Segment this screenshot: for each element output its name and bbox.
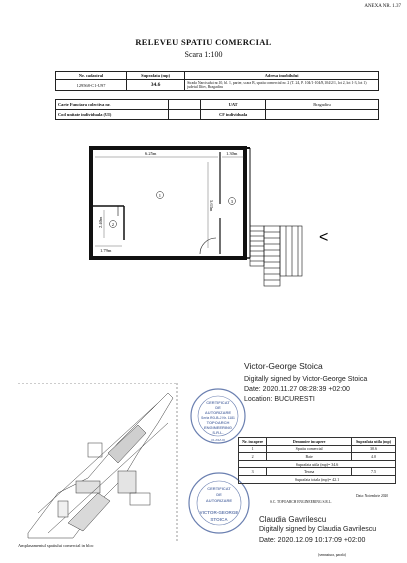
svg-text:S.R.L.: S.R.L.: [212, 430, 224, 435]
rt-header-name: Denumire incapere: [267, 438, 352, 446]
header-cadastral: Nr. cadastral: [56, 72, 127, 80]
uat-value: Bragadiru: [265, 100, 378, 110]
annex-number: ANEXA NR. 1.37: [364, 4, 401, 9]
rt-header-nr: Nr. incapere: [239, 438, 267, 446]
svg-text:Seria RO-B-J Nr. 1181: Seria RO-B-J Nr. 1181: [201, 416, 235, 420]
location-sketch: [18, 383, 178, 541]
dim-bath-width: 1.79m: [100, 248, 112, 253]
table-row: 3 Terasa 7.5: [239, 468, 396, 476]
rt-header-area: Suprafata utila (mp): [352, 438, 396, 446]
table-row: 1 Spatiu comercial 30.6: [239, 445, 396, 453]
signer-1-location: Location: BUCURESTI: [244, 396, 315, 403]
table-row: Suprafata totala (mp)= 42.1: [239, 475, 396, 483]
dim-width: 6.25m: [145, 151, 157, 156]
header-area: Suprafata (mp): [127, 72, 185, 80]
table-row: 2 Baie 4.0: [239, 453, 396, 461]
registry-table: [55, 99, 379, 120]
signer-2-line1: Digitally signed by Claudia Gavrilescu: [259, 526, 377, 533]
signature-note: (semnatura, parafa): [318, 553, 346, 557]
svg-text:ENGINEERING: ENGINEERING: [203, 425, 233, 430]
area-value: 34.6: [127, 80, 185, 91]
signer-2-date: Date: 2020.12.09 10:17:09 +02:00: [259, 537, 366, 544]
outer-wall: [91, 148, 245, 258]
dim-terrace-width: 1.30m: [226, 151, 238, 156]
svg-text:AUTORIZARE: AUTORIZARE: [205, 498, 233, 503]
address-value: Strada Narcisului nr.10, bl. 1, parter, scara B, spatiu comercial nr. 2 (T. 24, P. 104/1-104/8,104/2/1, lot 2, lot 1-3, lot 1) judetul Ilfov, Bragadiru: [185, 80, 379, 91]
dim-bath-depth: 2.40m: [98, 216, 103, 228]
staircase: [250, 226, 302, 286]
carte-funciara-label: Carte Funciara colectiva nr.: [56, 100, 169, 110]
date-label: Data: Noiembrie 2020: [356, 494, 389, 498]
floor-plan: [0, 140, 407, 290]
room-label-3: 3: [230, 198, 234, 204]
table-row: Suprafata utila (mp)= 34.6: [239, 460, 396, 468]
uat-label: UAT: [201, 100, 266, 110]
executant-name: S.C. TOPOARCH ENGINEERING S.R.L.: [270, 500, 332, 504]
svg-text:AUTORIZARE: AUTORIZARE: [204, 410, 232, 415]
page-title: RELEVEU SPATIU COMERCIAL: [135, 37, 272, 47]
dim-depth: 5.63m: [209, 200, 214, 212]
room-table: [238, 437, 396, 484]
pointer-chevron: <: [319, 229, 329, 246]
svg-text:VICTOR-GEORGE: VICTOR-GEORGE: [199, 510, 239, 515]
cod-ui-label: Cod unitate individuala (UI): [56, 110, 169, 120]
svg-text:DE: DE: [215, 405, 221, 410]
cadastral-table: [55, 71, 379, 91]
room-label-1: 1: [158, 192, 162, 198]
signer-1-date: Date: 2020.11.27 08:28:39 +02:00: [244, 386, 350, 393]
scale-label: Scara 1:100: [184, 50, 223, 59]
svg-text:STOICA: STOICA: [210, 517, 228, 522]
svg-text:TOPOARCH: TOPOARCH: [206, 420, 230, 425]
location-caption: Amplasamentul spatiului comercial in bloc: [18, 543, 94, 548]
svg-text:CERTIFICAT: CERTIFICAT: [207, 486, 231, 491]
cf-label: CF individuala: [201, 110, 266, 120]
header-address: Adresa imobilului: [185, 72, 379, 80]
svg-text:CLASA III: CLASA III: [211, 438, 225, 442]
signer-2-name: Claudia Gavrilescu: [259, 515, 327, 524]
signer-1-line1: Digitally signed by Victor-George Stoica: [244, 376, 368, 383]
cadastral-number: 129568-C1-U97: [56, 80, 127, 91]
room-label-2: 2: [111, 221, 115, 227]
svg-text:CERTIFICAT: CERTIFICAT: [206, 400, 230, 405]
signer-1-name: Victor-George Stoica: [244, 361, 323, 371]
svg-text:DE: DE: [216, 492, 222, 497]
